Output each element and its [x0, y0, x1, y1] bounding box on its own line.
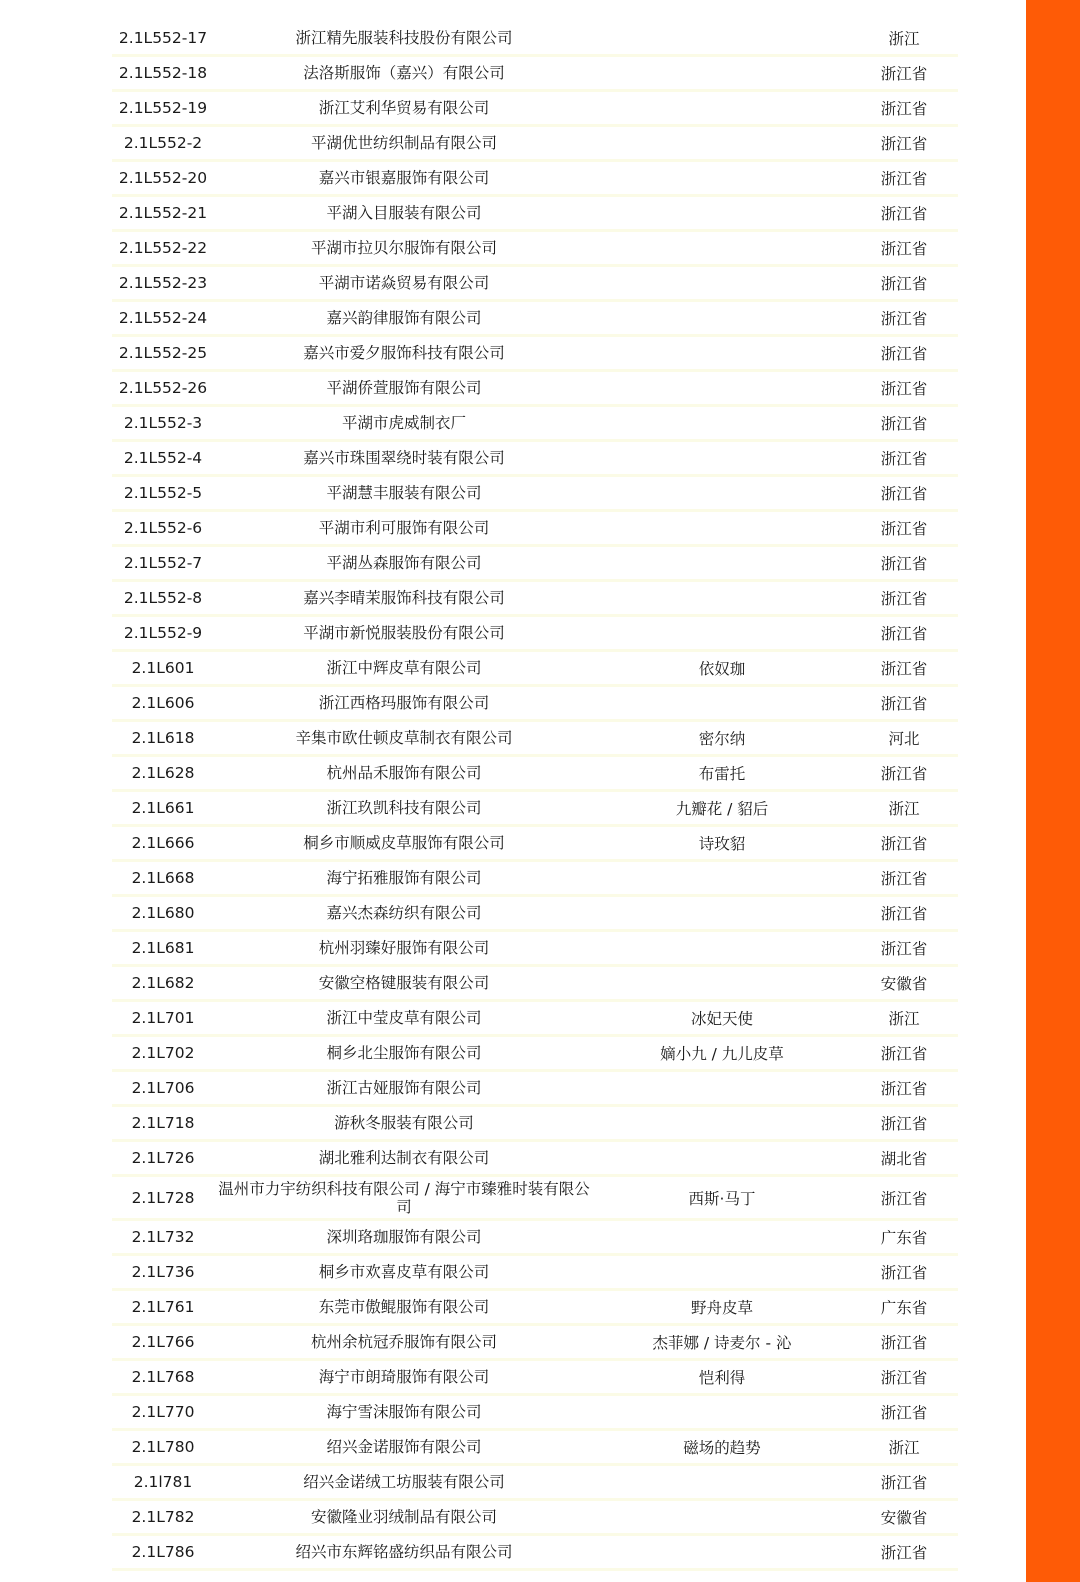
table-row: [112, 932, 958, 967]
region-cell: 浙江省: [880, 380, 928, 398]
company-name-cell: 平湖市诺焱贸易有限公司: [318, 274, 490, 292]
table-row: [112, 1142, 958, 1177]
company-name-cell: 浙江精先服装科技股份有限公司: [295, 29, 513, 47]
table-row: [112, 757, 958, 792]
brand-cell: 冰妃天使: [690, 1010, 753, 1028]
company-name-cell: 平湖市利可服饰有限公司: [318, 519, 490, 537]
region-cell: 湖北省: [880, 1150, 928, 1168]
brand-cell: 西斯·马丁: [688, 1189, 756, 1208]
table-row: [112, 1221, 958, 1256]
company-name-cell: 杭州余杭冠乔服饰有限公司: [310, 1333, 497, 1351]
company-name-cell: 游秋冬服装有限公司: [334, 1114, 474, 1132]
table-row: [112, 512, 958, 547]
booth-number-cell: 2.1L726: [131, 1149, 195, 1167]
region-cell: 浙江省: [880, 660, 928, 678]
booth-number-cell: 2.1L728: [131, 1188, 195, 1207]
region-cell: 浙江省: [880, 1115, 928, 1133]
booth-number-cell: 2.1L552-2: [123, 134, 203, 152]
company-name-cell: 嘉兴杰森纺织有限公司: [326, 904, 482, 922]
region-cell: 浙江省: [880, 1404, 928, 1422]
booth-number-cell: 2.1L732: [131, 1228, 195, 1246]
brand-cell: 杰菲娜 / 诗麦尔 - 沁: [652, 1334, 792, 1352]
region-cell: 浙江省: [880, 835, 928, 853]
region-cell: 浙江省: [880, 1369, 928, 1387]
table-row: [112, 1107, 958, 1142]
company-name-cell: 浙江中辉皮草有限公司: [326, 659, 482, 677]
company-name-cell: 浙江艾利华贸易有限公司: [318, 99, 490, 117]
booth-number-cell: 2.1L552-8: [123, 589, 203, 607]
booth-number-cell: 2.1L552-25: [118, 344, 208, 362]
region-cell: 浙江省: [880, 555, 928, 573]
booth-number-cell: 2.1L552-23: [118, 274, 208, 292]
table-row: [112, 617, 958, 652]
exhibitor-table: [112, 22, 958, 1571]
region-cell: 浙江省: [880, 1334, 928, 1352]
booth-number-cell: 2.1L552-3: [123, 414, 203, 432]
region-cell: 浙江省: [880, 275, 928, 293]
region-cell: 浙江省: [880, 1045, 928, 1063]
company-name-cell: 嘉兴韵律服饰有限公司: [326, 309, 482, 327]
table-row: [112, 92, 958, 127]
region-cell: 广东省: [880, 1229, 928, 1247]
region-cell: 浙江省: [880, 1474, 928, 1492]
table-row: [112, 792, 958, 827]
company-name-cell: 深圳珞珈服饰有限公司: [326, 1228, 482, 1246]
booth-number-cell: 2.1L680: [131, 904, 195, 922]
region-cell: 浙江省: [880, 205, 928, 223]
booth-number-cell: 2.1L661: [131, 799, 195, 817]
region-cell: 浙江省: [880, 1080, 928, 1098]
booth-number-cell: 2.1L552-17: [118, 29, 208, 47]
region-cell: 安徽省: [880, 975, 928, 993]
company-name-cell: 嘉兴市银嘉服饰有限公司: [318, 169, 490, 187]
company-name-cell: 法洛斯服饰（嘉兴）有限公司: [303, 64, 505, 82]
brand-cell: 磁场的趋势: [683, 1439, 761, 1457]
company-name-cell: 平湖优世纺织制品有限公司: [310, 134, 497, 152]
booth-number-cell: 2.1L736: [131, 1263, 195, 1281]
company-name-cell: 安徽隆业羽绒制品有限公司: [310, 1508, 497, 1526]
region-cell: 浙江省: [880, 1264, 928, 1282]
company-name-cell: 东莞市傲鲲服饰有限公司: [318, 1298, 490, 1316]
table-row: [112, 652, 958, 687]
region-cell: 安徽省: [880, 1509, 928, 1527]
booth-number-cell: 2.1L770: [131, 1403, 195, 1421]
brand-cell: 诗玫貂: [698, 835, 746, 853]
company-name-cell: 平湖市虎威制衣厂: [341, 414, 466, 432]
table-row: [112, 337, 958, 372]
region-cell: 浙江省: [880, 590, 928, 608]
table-row: [112, 302, 958, 337]
booth-number-cell: 2.1L552-18: [118, 64, 208, 82]
table-row: [112, 582, 958, 617]
region-cell: 浙江: [888, 30, 920, 48]
region-cell: 浙江省: [880, 1544, 928, 1562]
company-name-cell: 杭州品禾服饰有限公司: [326, 764, 482, 782]
booth-number-cell: 2.1L601: [131, 659, 195, 677]
company-name-cell: 辛集市欧仕顿皮草制衣有限公司: [295, 729, 513, 747]
company-name-cell: 嘉兴李晴茉服饰科技有限公司: [303, 589, 505, 607]
table-row: [112, 197, 958, 232]
region-cell: 浙江省: [880, 100, 928, 118]
booth-number-cell: 2.1L552-9: [123, 624, 203, 642]
table-row: [112, 162, 958, 197]
booth-number-cell: 2.1L706: [131, 1079, 195, 1097]
booth-number-cell: 2.1L552-20: [118, 169, 208, 187]
region-cell: 浙江省: [880, 450, 928, 468]
company-name-cell: 平湖入目服装有限公司: [326, 204, 482, 222]
table-row: [112, 1396, 958, 1431]
region-cell: 浙江: [888, 800, 920, 818]
table-row: [112, 407, 958, 442]
booth-number-cell: 2.1L668: [131, 869, 195, 887]
region-cell: 浙江省: [880, 940, 928, 958]
region-cell: 浙江省: [880, 1189, 928, 1208]
booth-number-cell: 2.1l781: [133, 1473, 193, 1491]
table-row: [112, 687, 958, 722]
table-row: [112, 1072, 958, 1107]
booth-number-cell: 2.1L682: [131, 974, 195, 992]
booth-number-cell: 2.1L552-22: [118, 239, 208, 257]
booth-number-cell: 2.1L666: [131, 834, 195, 852]
region-cell: 河北: [888, 730, 920, 748]
company-name-cell: 平湖市新悦服装股份有限公司: [303, 624, 505, 642]
table-row: [112, 1466, 958, 1501]
booth-number-cell: 2.1L552-24: [118, 309, 208, 327]
table-row: [112, 232, 958, 267]
region-cell: 浙江省: [880, 135, 928, 153]
brand-cell: 密尔纳: [698, 730, 746, 748]
company-name-cell: 平湖侨萱服饰有限公司: [326, 379, 482, 397]
company-name-cell: 嘉兴市珠围翠绕时装有限公司: [303, 449, 505, 467]
booth-number-cell: 2.1L786: [131, 1543, 195, 1561]
booth-number-cell: 2.1L552-26: [118, 379, 208, 397]
region-cell: 浙江省: [880, 695, 928, 713]
booth-number-cell: 2.1L552-21: [118, 204, 208, 222]
company-name-cell: 海宁市朗琦服饰有限公司: [318, 1368, 490, 1386]
company-name-cell: 海宁雪沫服饰有限公司: [326, 1403, 482, 1421]
booth-number-cell: 2.1L780: [131, 1438, 195, 1456]
booth-number-cell: 2.1L768: [131, 1368, 195, 1386]
table-row: [112, 1256, 958, 1291]
booth-number-cell: 2.1L701: [131, 1009, 195, 1027]
company-name-cell: 安徽空格键服装有限公司: [318, 974, 490, 992]
table-row: [112, 1002, 958, 1037]
table-row: [112, 862, 958, 897]
brand-cell: 九瓣花 / 貂后: [675, 800, 769, 818]
company-name-cell: 桐乡市顺威皮草服饰有限公司: [303, 834, 505, 852]
company-name-cell: 桐乡北尘服饰有限公司: [326, 1044, 482, 1062]
booth-number-cell: 2.1L552-4: [123, 449, 203, 467]
company-name-cell: 湖北雅利达制衣有限公司: [318, 1149, 490, 1167]
booth-number-cell: 2.1L681: [131, 939, 195, 957]
booth-number-cell: 2.1L552-7: [123, 554, 203, 572]
region-cell: 浙江: [888, 1439, 920, 1457]
region-cell: 浙江省: [880, 170, 928, 188]
region-cell: 浙江省: [880, 905, 928, 923]
table-row: [112, 127, 958, 162]
booth-number-cell: 2.1L618: [131, 729, 195, 747]
company-name-cell: 平湖丛森服饰有限公司: [326, 554, 482, 572]
company-name-cell: 平湖慧丰服装有限公司: [326, 484, 482, 502]
region-cell: 浙江: [888, 1010, 920, 1028]
table-row: [112, 1361, 958, 1396]
company-name-cell: 绍兴金诺绒工坊服装有限公司: [303, 1473, 505, 1491]
company-name-cell: 平湖市拉贝尔服饰有限公司: [310, 239, 497, 257]
table-row: [112, 897, 958, 932]
table-row: [112, 1501, 958, 1536]
brand-cell: 野舟皮草: [690, 1299, 753, 1317]
company-name-cell: 杭州羽臻好服饰有限公司: [318, 939, 490, 957]
company-name-cell: 绍兴金诺服饰有限公司: [326, 1438, 482, 1456]
table-row: [112, 967, 958, 1002]
accent-bar: [1026, 0, 1080, 1582]
table-row: [112, 722, 958, 757]
region-cell: 浙江省: [880, 870, 928, 888]
booth-number-cell: 2.1L552-19: [118, 99, 208, 117]
booth-number-cell: 2.1L766: [131, 1333, 195, 1351]
region-cell: 浙江省: [880, 520, 928, 538]
booth-number-cell: 2.1L702: [131, 1044, 195, 1062]
table-row: [112, 57, 958, 92]
table-row: [112, 477, 958, 512]
company-name-cell: 浙江玖凯科技有限公司: [326, 799, 482, 817]
booth-number-cell: 2.1L552-6: [123, 519, 203, 537]
company-name-cell: 温州市力宇纺织科技有限公司 / 海宁市臻雅时装有限公司: [218, 1179, 590, 1216]
table-row: [112, 22, 958, 57]
brand-cell: 布雷托: [698, 765, 746, 783]
region-cell: 浙江省: [880, 240, 928, 258]
company-name-cell: 绍兴市东辉铭盛纺织品有限公司: [295, 1543, 513, 1561]
company-name-cell: 浙江西格玛服饰有限公司: [318, 694, 490, 712]
region-cell: 浙江省: [880, 65, 928, 83]
region-cell: 浙江省: [880, 310, 928, 328]
company-name-cell: 浙江古娅服饰有限公司: [326, 1079, 482, 1097]
booth-number-cell: 2.1L718: [131, 1114, 195, 1132]
region-cell: 浙江省: [880, 415, 928, 433]
region-cell: 浙江省: [880, 625, 928, 643]
company-name-cell: 海宁拓雅服饰有限公司: [326, 869, 482, 887]
booth-number-cell: 2.1L552-5: [123, 484, 203, 502]
table-row: [112, 547, 958, 582]
booth-number-cell: 2.1L628: [131, 764, 195, 782]
table-row: [112, 372, 958, 407]
table-row: [112, 1326, 958, 1361]
table-row: [112, 1177, 958, 1221]
booth-number-cell: 2.1L761: [131, 1298, 195, 1316]
region-cell: 广东省: [880, 1299, 928, 1317]
booth-number-cell: 2.1L782: [131, 1508, 195, 1526]
brand-cell: 嫡小九 / 九儿皮草: [660, 1045, 784, 1063]
brand-cell: 依奴珈: [698, 660, 746, 678]
table-row: [112, 1291, 958, 1326]
table-row: [112, 827, 958, 862]
company-name-cell: 桐乡市欢喜皮草有限公司: [318, 1263, 490, 1281]
table-row: [112, 442, 958, 477]
table-row: [112, 1037, 958, 1072]
booth-number-cell: 2.1L606: [131, 694, 195, 712]
region-cell: 浙江省: [880, 765, 928, 783]
company-name-cell: 嘉兴市爱夕服饰科技有限公司: [303, 344, 505, 362]
table-row: [112, 267, 958, 302]
company-name-cell: 浙江中莹皮草有限公司: [326, 1009, 482, 1027]
table-row: [112, 1431, 958, 1466]
region-cell: 浙江省: [880, 485, 928, 503]
table-row: [112, 1536, 958, 1571]
brand-cell: 恺利得: [698, 1369, 746, 1387]
region-cell: 浙江省: [880, 345, 928, 363]
